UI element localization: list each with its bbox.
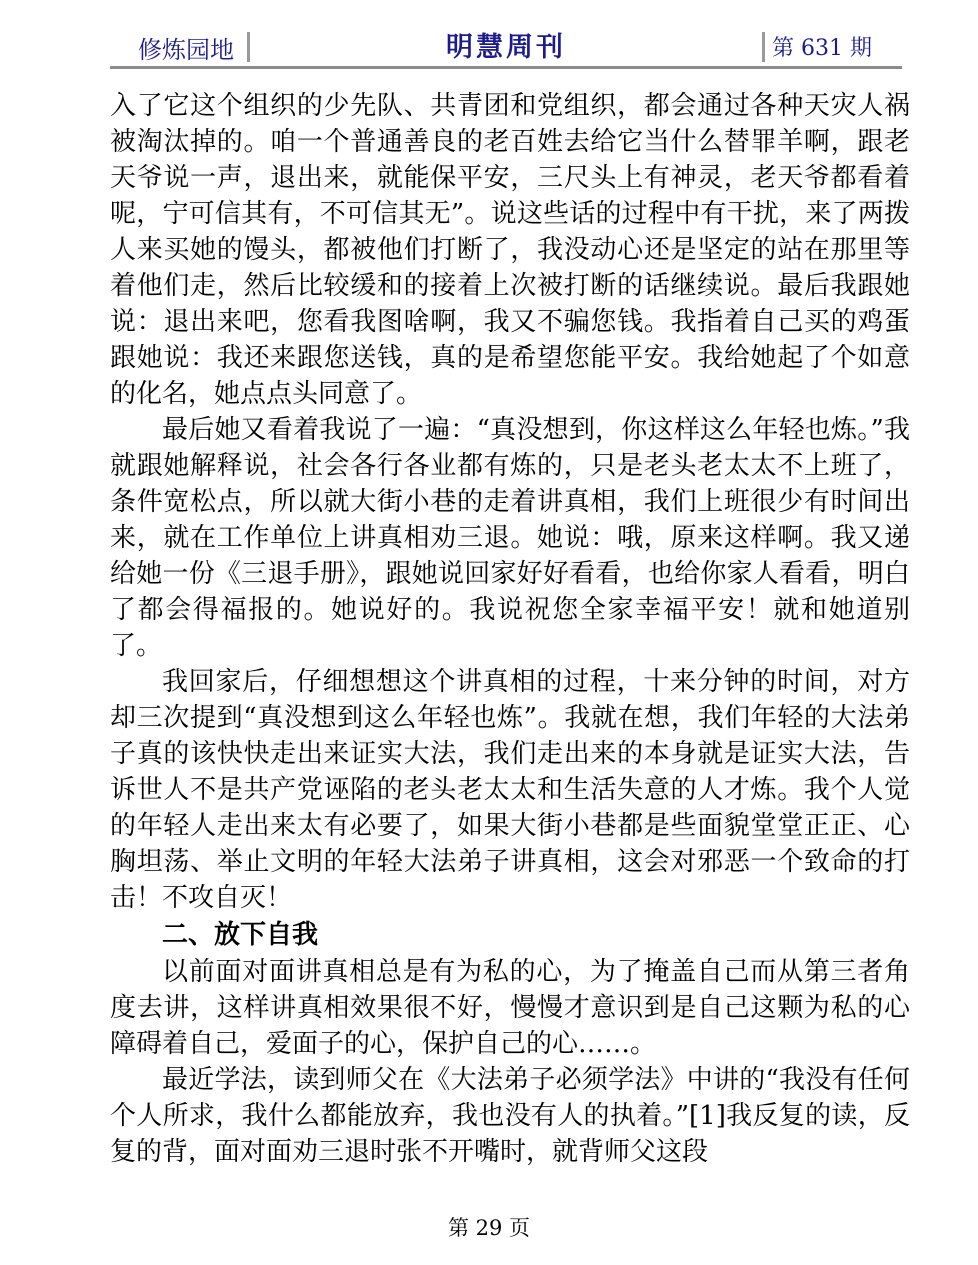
page-header	[110, 24, 902, 68]
header-issue-number: 第 631 期	[772, 36, 872, 61]
paragraph-4: 以前面对面讲真相总是有为私的心，为了掩盖自己而从第三者角度去讲，这样讲真相效果很不好，慢慢才意识到是自己这颗为私的心障碍着自己，爱面子的心，保护自己的心……。	[110, 957, 910, 1059]
paragraph-3: 我回家后，仔细想想这个讲真相的过程，十来分钟的时间，对方却三次提到“真没想到这么年轻也炼”。我就在想，我们年轻的大法弟子真的该快快走出来证实大法，我们走出来的本身就是证实大法，告诉世人不是共产党诬陷的老头老太太和生活失意的人才炼。我个人觉的年轻人走出来太有必要了，如果大街小巷都是些面貌堂堂正正、心胸坦荡、举止文明的年轻大法弟子讲真相，这会对邪恶一个致命的打击！不攻自灭！	[110, 667, 910, 913]
paragraph-2: 最后她又看着我说了一遍：“真没想到，你这样这么年轻也炼。”我就跟她解释说，社会各行各业都有炼的，只是老头老太太不上班了，条件宽松点，所以就大街小巷的走着讲真相，我们上班很少有时间出来，就在工作单位上讲真相劝三退。她说：哦，原来这样啊。我又递给她一份《三退手册》，跟她说回家好好看看，也给你家人看看，明白了都会得福报的。她说好的。我说祝您全家幸福平安！就和她道别了。	[110, 415, 910, 661]
article-body	[110, 88, 910, 1170]
paragraph-1: 入了它这个组织的少先队、共青团和党组织，都会通过各种天灾人祸被淘汰掉的。咱一个普通善良的老百姓去给它当什么替罪羊啊，跟老天爷说一声，退出来，就能保平安，三尺头上有神灵，老天爷都看着呢，宁可信其有，不可信其无”。说这些话的过程中有干扰，来了两拨人来买她的馒头，都被他们打断了，我没动心还是坚定的站在那里等着他们走，然后比较缓和的接着上次被打断的话继续说。最后我跟她说：退出来吧，您看我图啥啊，我又不骗您钱。我指着自己买的鸡蛋跟她说：我还来跟您送钱，真的是希望您能平安。我给她起了个如意的化名，她点点头同意了。	[110, 91, 910, 409]
header-divider-right	[762, 32, 765, 62]
section-heading: 二、放下自我	[162, 920, 319, 950]
page-number: 第 29 页	[447, 1216, 531, 1240]
header-publication-title: 明慧周刊	[446, 32, 566, 63]
paragraph-5: 最近学法，读到师父在《大法弟子必须学法》中讲的“我没有任何个人所求，我什么都能放弃，我也没有人的执着。”[1]我反复的读，反复的背，面对面劝三退时张不开嘴时，就背师父这段	[110, 1065, 910, 1167]
header-section-name: 修炼园地	[138, 36, 234, 64]
header-rule	[110, 66, 902, 69]
